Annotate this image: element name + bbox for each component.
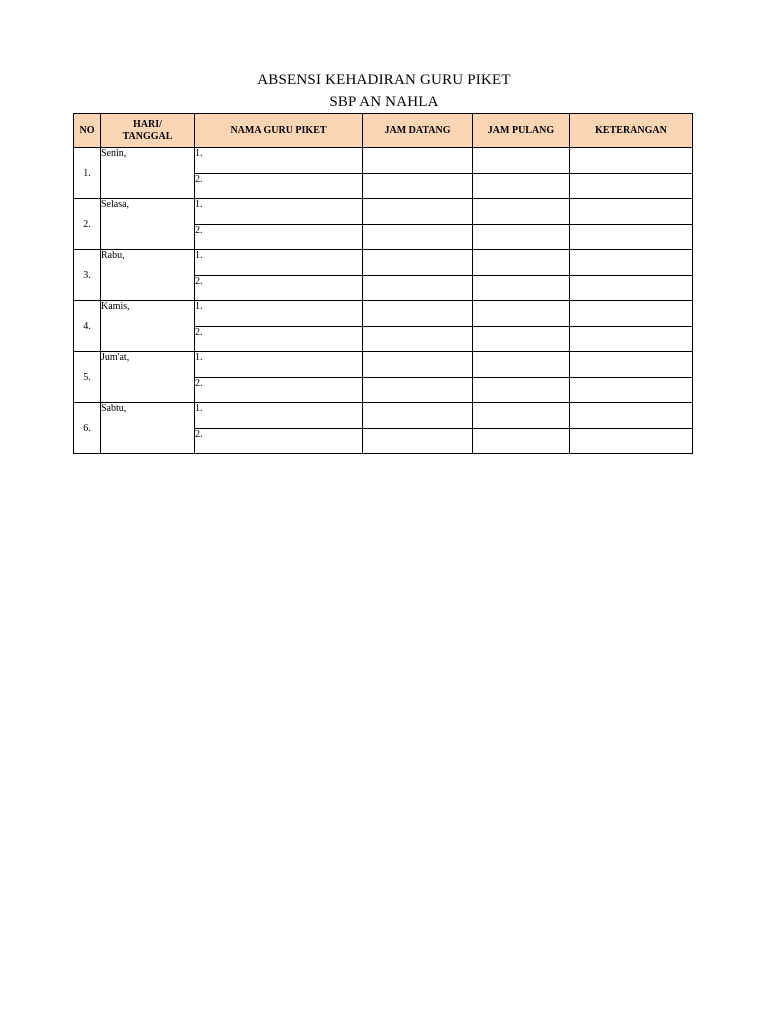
teacher-slot-1[interactable]: 1. (195, 403, 363, 429)
jam-datang-cell[interactable] (363, 250, 473, 276)
keterangan-cell[interactable] (570, 199, 693, 225)
header-nama-guru-piket: NAMA GURU PIKET (195, 114, 363, 148)
table-row (74, 301, 693, 327)
teacher-slot-2[interactable]: 2. (195, 326, 363, 352)
teacher-slot-1[interactable]: 1. (195, 301, 363, 327)
row-number: 3. (74, 250, 101, 301)
teacher-slot-1[interactable]: 1. (195, 352, 363, 378)
row-day: Selasa, (101, 199, 195, 250)
row-day: Sabtu, (101, 403, 195, 454)
attendance-table (73, 113, 693, 454)
keterangan-cell[interactable] (570, 326, 693, 352)
teacher-slot-2[interactable]: 2. (195, 377, 363, 403)
document-subtitle: SBP AN NAHLA (329, 94, 439, 110)
jam-datang-cell[interactable] (363, 173, 473, 199)
row-day: Kamis, (101, 301, 195, 352)
keterangan-cell[interactable] (570, 148, 693, 174)
jam-datang-cell[interactable] (363, 275, 473, 301)
keterangan-cell[interactable] (570, 352, 693, 378)
keterangan-cell[interactable] (570, 173, 693, 199)
keterangan-cell[interactable] (570, 428, 693, 454)
keterangan-cell[interactable] (570, 377, 693, 403)
header-hari-tanggal (101, 114, 195, 148)
row-day: Rabu, (101, 250, 195, 301)
jam-datang-cell[interactable] (363, 224, 473, 250)
jam-datang-cell[interactable] (363, 428, 473, 454)
table-row (74, 148, 693, 174)
jam-datang-cell[interactable] (363, 301, 473, 327)
jam-pulang-cell[interactable] (473, 148, 570, 174)
teacher-slot-1[interactable]: 1. (195, 199, 363, 225)
jam-pulang-cell[interactable] (473, 377, 570, 403)
jam-pulang-cell[interactable] (473, 301, 570, 327)
header-hari-line2: TANGGAL (122, 130, 173, 142)
header-no: NO (74, 114, 101, 148)
jam-datang-cell[interactable] (363, 352, 473, 378)
header-jam-datang: JAM DATANG (363, 114, 473, 148)
jam-pulang-cell[interactable] (473, 326, 570, 352)
teacher-slot-2[interactable]: 2. (195, 428, 363, 454)
jam-pulang-cell[interactable] (473, 224, 570, 250)
table-header-row (74, 114, 693, 148)
teacher-slot-1[interactable]: 1. (195, 250, 363, 276)
keterangan-cell[interactable] (570, 301, 693, 327)
table-body (74, 148, 693, 454)
header-jam-pulang: JAM PULANG (473, 114, 570, 148)
jam-pulang-cell[interactable] (473, 275, 570, 301)
keterangan-cell[interactable] (570, 224, 693, 250)
header-keterangan: KETERANGAN (570, 114, 693, 148)
jam-pulang-cell[interactable] (473, 173, 570, 199)
table-row (74, 199, 693, 225)
jam-datang-cell[interactable] (363, 148, 473, 174)
header-hari-line1: HARI/ (133, 118, 162, 130)
keterangan-cell[interactable] (570, 403, 693, 429)
jam-pulang-cell[interactable] (473, 250, 570, 276)
teacher-slot-2[interactable]: 2. (195, 224, 363, 250)
teacher-slot-2[interactable]: 2. (195, 173, 363, 199)
teacher-slot-1[interactable]: 1. (195, 148, 363, 174)
keterangan-cell[interactable] (570, 250, 693, 276)
jam-pulang-cell[interactable] (473, 428, 570, 454)
jam-datang-cell[interactable] (363, 199, 473, 225)
row-number: 2. (74, 199, 101, 250)
jam-pulang-cell[interactable] (473, 199, 570, 225)
table-row (74, 403, 693, 429)
row-number: 4. (74, 301, 101, 352)
jam-pulang-cell[interactable] (473, 352, 570, 378)
row-number: 6. (74, 403, 101, 454)
row-number: 5. (74, 352, 101, 403)
row-day: Jum'at, (101, 352, 195, 403)
table-row (74, 352, 693, 378)
jam-datang-cell[interactable] (363, 377, 473, 403)
table-row (74, 250, 693, 276)
jam-pulang-cell[interactable] (473, 403, 570, 429)
row-day: Senin, (101, 148, 195, 199)
jam-datang-cell[interactable] (363, 403, 473, 429)
document-title: ABSENSI KEHADIRAN GURU PIKET (257, 72, 511, 88)
teacher-slot-2[interactable]: 2. (195, 275, 363, 301)
keterangan-cell[interactable] (570, 275, 693, 301)
jam-datang-cell[interactable] (363, 326, 473, 352)
row-number: 1. (74, 148, 101, 199)
